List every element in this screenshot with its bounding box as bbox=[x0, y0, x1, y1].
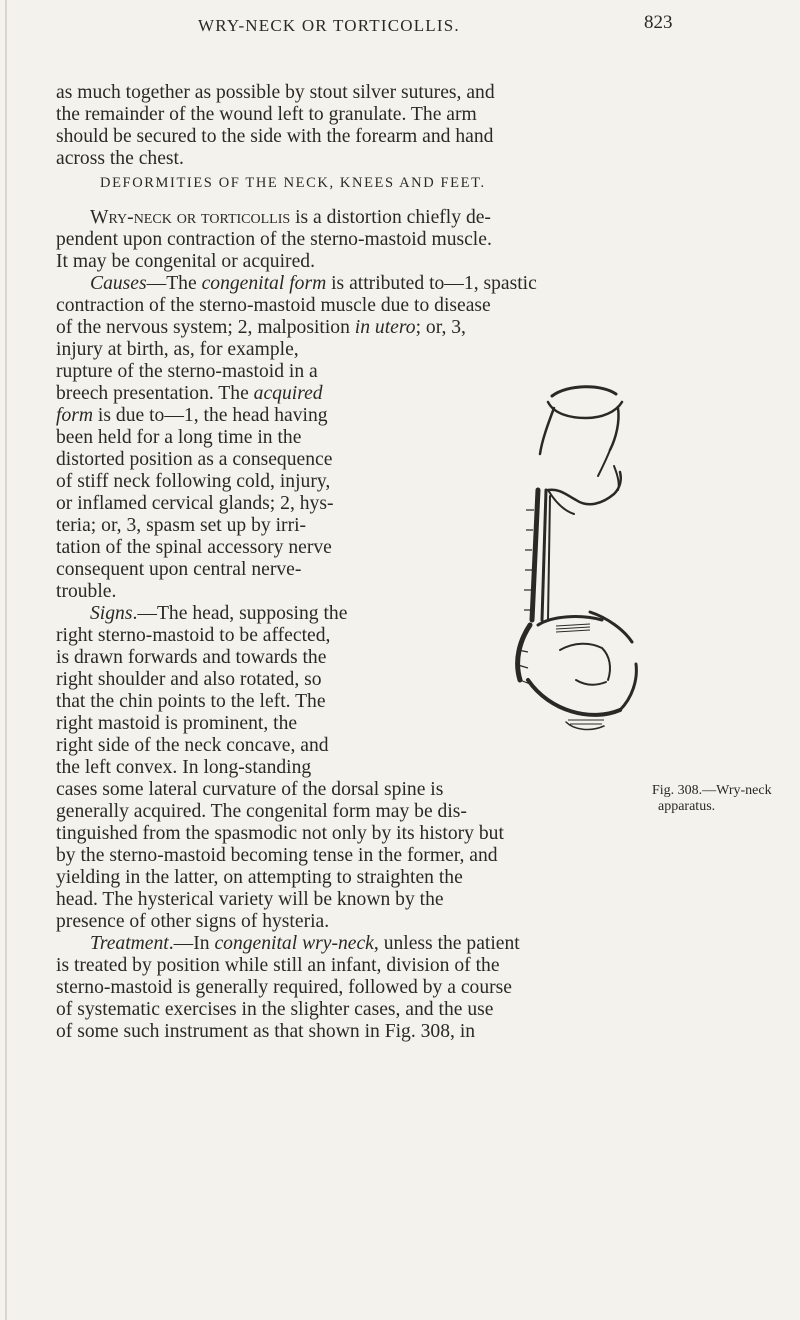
text-line: sterno-mastoid is generally required, followed by a course bbox=[56, 977, 512, 998]
italic-term: congenital form bbox=[201, 273, 327, 294]
head-strap-right bbox=[610, 408, 619, 450]
collar-top-right bbox=[590, 612, 632, 642]
collar-strap bbox=[566, 722, 604, 729]
figure-caption bbox=[652, 783, 772, 815]
text-line: should be secured to the side with the forearm and hand bbox=[56, 126, 494, 147]
text-span: is due to—1, the head having bbox=[93, 405, 328, 426]
text-line: is treated by position while still an infant, division of the bbox=[56, 955, 500, 976]
head-band-lower bbox=[548, 402, 622, 418]
text-line: generally acquired. The congenital form may be dis- bbox=[56, 801, 467, 822]
page-edge-rule bbox=[5, 0, 7, 1320]
italic-term: in utero bbox=[354, 317, 416, 338]
text-line: across the chest. bbox=[56, 148, 184, 169]
text-line bbox=[56, 317, 466, 339]
text-line: right shoulder and also rotated, so bbox=[56, 669, 322, 690]
caption-line: Fig. 308.—Wry-neck bbox=[652, 783, 772, 798]
text-line: the remainder of the wound left to granulate. The arm bbox=[56, 104, 477, 125]
text-line: by the sterno-mastoid becoming tense in the former, and bbox=[56, 845, 498, 866]
signs-label: Signs bbox=[90, 603, 133, 624]
text-line: It may be congenital or acquired. bbox=[56, 251, 315, 272]
text-line: of stiff neck following cold, injury, bbox=[56, 471, 331, 492]
text-line: distorted position as a consequence bbox=[56, 449, 333, 470]
text-line: tinguished from the spasmodic not only by its history but bbox=[56, 823, 504, 844]
text-span: of the nervous system; 2, malposition bbox=[56, 317, 355, 338]
page-number: 823 bbox=[644, 12, 673, 33]
caption-line: apparatus. bbox=[658, 799, 716, 814]
italic-term: congenital wry-neck bbox=[214, 933, 374, 954]
text-line bbox=[90, 273, 537, 295]
collar-right bbox=[620, 664, 636, 710]
text-line: right sterno-mastoid to be affected, bbox=[56, 625, 331, 646]
text-span: —The bbox=[146, 273, 202, 294]
text-line: or inflamed cervical glands; 2, hys- bbox=[56, 493, 334, 514]
text-line: presence of other signs of hysteria. bbox=[56, 911, 330, 932]
text-line: rupture of the sterno-mastoid in a bbox=[56, 361, 318, 382]
running-head: WRY-NECK OR TORTICOLLIS. bbox=[198, 16, 460, 35]
collar-left bbox=[518, 625, 530, 680]
head-band bbox=[552, 387, 616, 396]
wry-neck-lead: Wry-neck or torticollis bbox=[90, 207, 291, 228]
text-span: is attributed to—1, spastic bbox=[326, 273, 537, 294]
chin-cup-left bbox=[548, 490, 574, 514]
text-line: tation of the spinal accessory nerve bbox=[56, 537, 332, 558]
collar-inner bbox=[560, 644, 610, 680]
text-line: yielding in the latter, on attempting to straighten the bbox=[56, 867, 463, 888]
text-span: .—In bbox=[168, 933, 215, 954]
wry-neck-apparatus-illustration bbox=[490, 380, 670, 780]
text-line: right mastoid is prominent, the bbox=[56, 713, 298, 734]
text-line: teria; or, 3, spasm set up by irri- bbox=[56, 515, 307, 536]
text-line bbox=[90, 207, 491, 229]
text-line: is drawn forwards and towards the bbox=[56, 647, 327, 668]
text-line: pendent upon contraction of the sterno-mastoid muscle. bbox=[56, 229, 492, 250]
text-line: trouble. bbox=[56, 581, 117, 602]
text-span: , unless the patient bbox=[373, 933, 520, 954]
causes-label: Causes bbox=[90, 273, 147, 294]
text-line: consequent upon central nerve- bbox=[56, 559, 302, 580]
text-line: been held for a long time in the bbox=[56, 427, 302, 448]
text-span: breech presentation. The bbox=[56, 383, 254, 404]
text-line: cases some lateral curvature of the dorsal spine is bbox=[56, 779, 444, 800]
text-span: ; or, 3, bbox=[415, 317, 466, 338]
collar-inner-lower bbox=[576, 680, 606, 685]
text-line: of some such instrument as that shown in Fig. 308, in bbox=[56, 1021, 476, 1042]
text-span: .—The head, supposing the bbox=[132, 603, 348, 624]
upright-bar-rear bbox=[548, 496, 550, 620]
head-strap-right-lower bbox=[598, 450, 610, 476]
head-strap-left bbox=[540, 408, 554, 454]
italic-term: form bbox=[56, 405, 94, 426]
text-line: injury at birth, as, for example, bbox=[56, 339, 299, 360]
text-line: of systematic exercises in the slighter cases, and the use bbox=[56, 999, 494, 1020]
text-line: that the chin points to the left. The bbox=[56, 691, 326, 712]
collar-base bbox=[528, 680, 620, 715]
text-line: the left convex. In long-standing bbox=[56, 757, 312, 778]
text-line bbox=[56, 383, 323, 405]
text-line: right side of the neck concave, and bbox=[56, 735, 329, 756]
section-heading: DEFORMITIES OF THE NECK, KNEES AND FEET. bbox=[100, 175, 486, 191]
upright-bar-inner bbox=[542, 490, 546, 620]
text-line: contraction of the sterno-mastoid muscle due to disease bbox=[56, 295, 491, 316]
apparatus-drawing bbox=[490, 380, 670, 780]
text-line: as much together as possible by stout silver sutures, and bbox=[56, 82, 495, 103]
text-line bbox=[90, 603, 347, 625]
treatment-label: Treatment bbox=[90, 933, 169, 954]
chin-cup bbox=[548, 472, 621, 504]
page-header bbox=[0, 8, 800, 38]
italic-term: acquired bbox=[253, 383, 323, 404]
text-line bbox=[56, 405, 328, 427]
text-line: head. The hysterical variety will be known by the bbox=[56, 889, 444, 910]
text-span: is a distortion chiefly de- bbox=[290, 207, 491, 228]
chin-cup-right bbox=[614, 466, 619, 490]
text-line bbox=[90, 933, 520, 955]
